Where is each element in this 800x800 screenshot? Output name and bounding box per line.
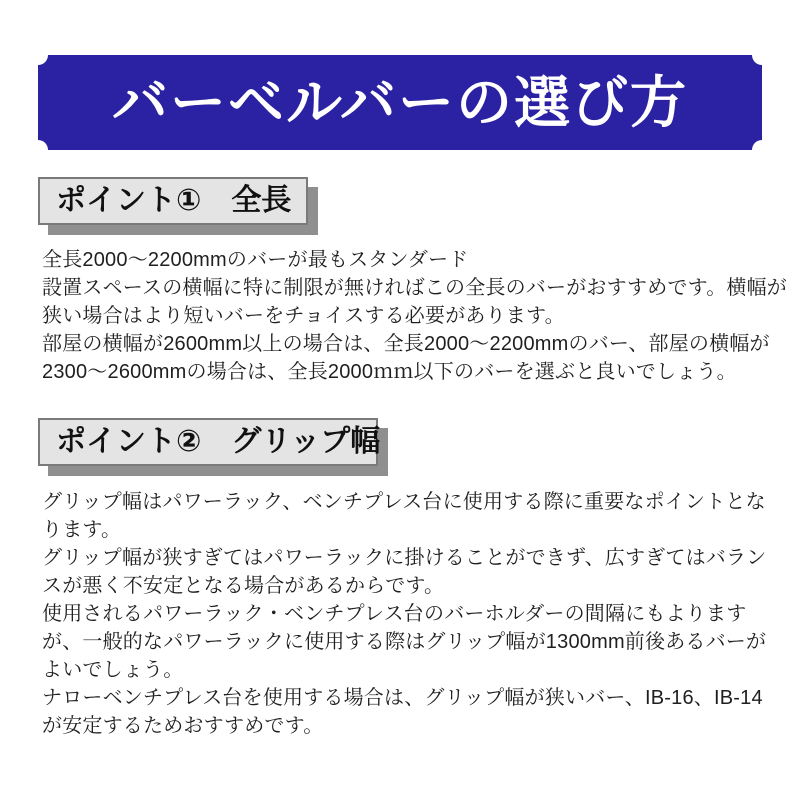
body-text-line: グリップ幅はパワーラック、ベンチプレス台に使用する際に重要なポイントとな	[42, 491, 766, 513]
banner-corner-notch	[752, 45, 772, 65]
body-text-line: が安定するためおすすめです。	[42, 715, 324, 737]
body-text-line: 全長2000〜2200mmのバーが最もスタンダード	[42, 249, 469, 271]
body-text-line: 設置スペースの横幅に特に制限が無ければこの全長のバーがおすすめです。横幅が	[42, 277, 787, 299]
body-text-line: ナローベンチプレス台を使用する場合は、グリップ幅が狭いバー、IB-16、IB-14	[42, 687, 763, 709]
section-heading-box-point1	[38, 177, 308, 225]
body-text-line: スが悪く不安定となる場合があるからです。	[42, 575, 445, 597]
body-text-line: が、一般的なパワーラックに使用する際はグリップ幅が1300mm前後あるバーが	[42, 631, 767, 653]
body-text-line: よいでしょう。	[42, 659, 184, 681]
section-body-point2	[42, 488, 792, 740]
section-heading-point2: ポイント② グリップ幅	[56, 425, 381, 458]
section-body-point1	[42, 246, 792, 386]
banner-corner-notch	[28, 140, 48, 160]
body-text-line: 部屋の横幅が2600mm以上の場合は、全長2000〜2200mmのバー、部屋の横幅が	[42, 333, 770, 355]
section-heading-box-point2	[38, 418, 381, 466]
body-text-line: 使用されるパワーラック・ベンチプレス台のバーホルダーの間隔にもよります	[42, 603, 747, 625]
page-title: バーベルバーの選び方	[111, 70, 689, 134]
body-text-line: ります。	[42, 519, 122, 541]
body-text-line: グリップ幅が狭すぎてはパワーラックに掛けることができず、広すぎてはバラン	[42, 547, 767, 569]
body-text-line: 2300〜2600mmの場合は、全長2000ｍｍ以下のバーを選ぶと良いでしょう。	[42, 361, 737, 383]
banner-corner-notch	[752, 140, 772, 160]
page-title-banner	[38, 55, 762, 150]
banner-corner-notch	[28, 45, 48, 65]
section-heading-point1: ポイント① 全長	[56, 184, 292, 217]
body-text-line: 狭い場合はより短いバーをチョイスする必要があります。	[42, 305, 565, 327]
